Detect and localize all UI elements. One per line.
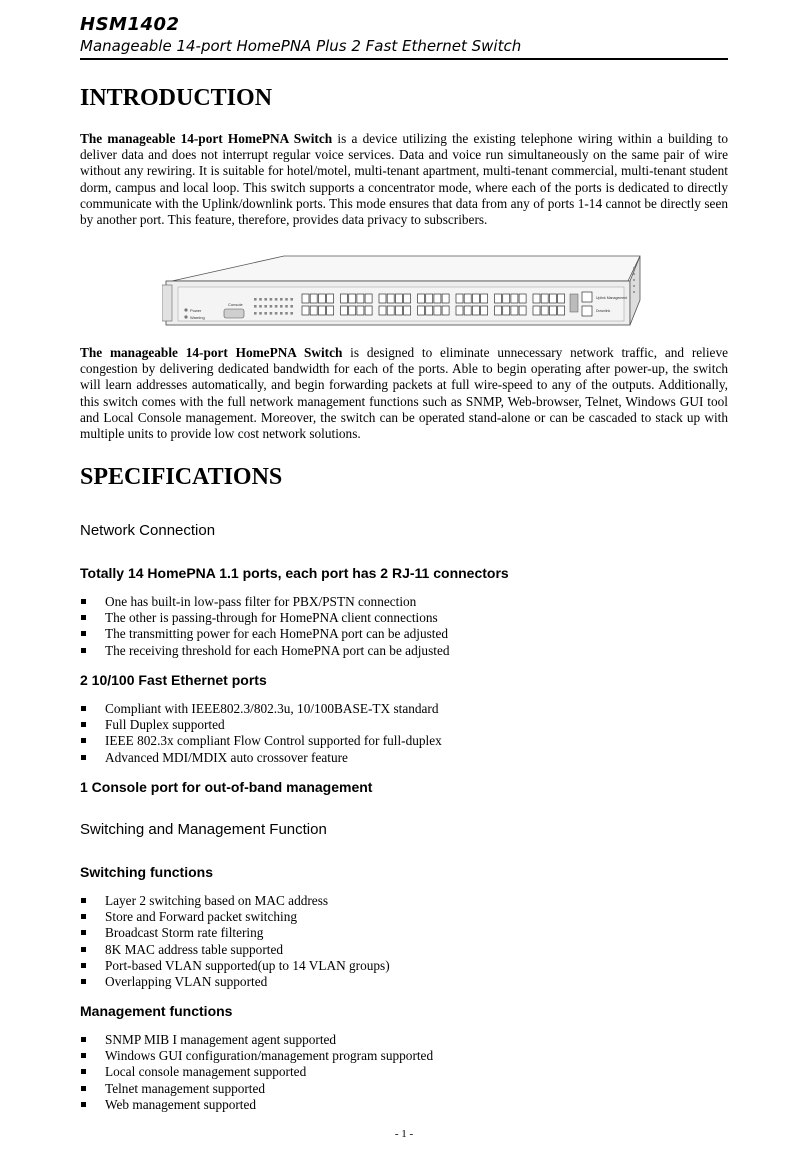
rj11-port — [558, 294, 565, 303]
list-item-text: One has built-in low-pass filter for PBX/PSTN connection — [105, 594, 417, 609]
list-item — [80, 1081, 728, 1097]
rack-ear-left — [162, 285, 172, 321]
bullet-icon — [81, 1053, 86, 1058]
bullet-icon — [81, 1086, 86, 1091]
rj11-port — [511, 294, 518, 303]
bullet-icon — [81, 930, 86, 935]
homepna-ports-heading: Totally 14 HomePNA 1.1 ports, each port has 2 RJ-11 connectors — [80, 565, 509, 581]
rj11-port — [495, 294, 502, 303]
list-item — [80, 594, 728, 610]
bullet-icon — [81, 722, 86, 727]
rj11-port — [395, 306, 402, 315]
list-item-text: The transmitting power for each HomePNA port can be adjusted — [105, 626, 449, 642]
rj11-port — [327, 306, 334, 315]
rj11-port — [481, 294, 488, 303]
rj11-port — [357, 294, 364, 303]
console-port-heading: 1 Console port for out-of-band management — [80, 779, 373, 795]
console-port — [224, 309, 244, 318]
status-led — [285, 298, 288, 301]
header-rule — [80, 58, 728, 60]
model-name: HSM1402 — [80, 14, 180, 35]
console-label: Console — [228, 302, 243, 307]
rj11-port — [395, 294, 402, 303]
rj11-port — [472, 306, 479, 315]
rj11-port — [404, 294, 411, 303]
list-item-text: Compliant with IEEE802.3/802.3u, 10/100BASE-TX standard — [105, 701, 439, 716]
switch-front-panel-illustration — [162, 254, 646, 330]
rj11-port — [472, 294, 479, 303]
rj11-port — [533, 306, 540, 315]
rj11-port — [495, 306, 502, 315]
rj11-port — [418, 294, 425, 303]
list-item-text: Windows GUI configuration/management program supported — [105, 1048, 434, 1064]
status-led — [259, 298, 262, 301]
rj11-port — [302, 306, 309, 315]
bullet-icon — [81, 648, 86, 653]
bullet-icon — [81, 898, 86, 903]
rj11-port — [365, 306, 372, 315]
status-led — [275, 298, 278, 301]
list-item-text: Broadcast Storm rate filtering — [105, 925, 264, 941]
bullet-icon — [81, 615, 86, 620]
status-led — [270, 298, 273, 301]
management-functions-heading: Management functions — [80, 1003, 233, 1019]
bullet-icon — [81, 599, 86, 604]
list-item-text: Overlapping VLAN supported — [105, 974, 268, 990]
rj11-port — [511, 306, 518, 315]
status-led — [285, 312, 288, 315]
rj11-port — [503, 294, 510, 303]
rj11-port — [302, 294, 309, 303]
intro-paragraph-1-body: is a device utilizing the existing telephone wiring within a building to deliver data and does not interrupt regular voice services. Data and voice run simultaneously on the same pair of wire without any rewiring. It is suitable for hotel/motel, multi-tenant apartment, multi-tenant commercial, multi-tenant student dorm, campus and local loop. This switch supports a concentrator mode, where each of the ports is dedicated to directly communicate with the Uplink/downlink ports. This mode ensures that data from any of ports 1-14 cannot be directly seen by another port. This feature, therefore, provides data privacy to subscribers. — [80, 131, 729, 228]
ethernet-ports-heading: 2 10/100 Fast Ethernet ports — [80, 672, 267, 688]
warning-led — [184, 315, 187, 318]
list-item — [80, 750, 728, 766]
rj11-port — [379, 306, 386, 315]
rj11-port — [481, 306, 488, 315]
list-item-text: Port-based VLAN supported(up to 14 VLAN groups) — [105, 957, 390, 973]
rj11-port — [327, 294, 334, 303]
bullet-icon — [81, 947, 86, 952]
rj11-port — [426, 306, 433, 315]
bullet-icon — [81, 1069, 86, 1074]
status-led — [290, 298, 293, 301]
intro-paragraph-1-lead: The manageable 14-port HomePNA Switch — [80, 131, 333, 146]
uplink-port — [582, 292, 592, 302]
intro-paragraph-2-body: is designed to eliminate unnecessary network traffic, and relieve congestion by delivering dedicated bandwidth for each of the ports. Able to begin operating after power-up, the switch will learn addresses automatically, and begin forwarding packets at full wire-speed to any of the outputs. Additionally, this switch comes with the full network management functions such as SNMP, Web-browser, Telnet, Windows GUI tool and Local Console management. Moreover, the switch can be operated stand-alone or can be cascaded to stack up with multiple units to provide low cost network solutions. — [80, 345, 728, 442]
rj11-port — [310, 294, 317, 303]
list-item — [80, 643, 728, 659]
status-led — [275, 312, 278, 315]
status-led — [275, 305, 278, 308]
list-item — [80, 701, 728, 717]
status-led — [285, 305, 288, 308]
rj11-port — [379, 294, 386, 303]
rj11-port — [349, 306, 356, 315]
status-led — [259, 305, 262, 308]
status-led — [290, 305, 293, 308]
rj11-port — [549, 306, 556, 315]
rj11-port — [442, 294, 449, 303]
rj11-port — [357, 306, 364, 315]
power-led-label: Power — [190, 308, 202, 313]
status-led — [264, 305, 267, 308]
list-item — [80, 925, 728, 941]
rj11-port — [442, 306, 449, 315]
rj11-port — [456, 306, 463, 315]
rj11-port — [341, 306, 348, 315]
rj11-port — [503, 306, 510, 315]
rj11-port — [349, 294, 356, 303]
network-connection-heading: Network Connection — [80, 522, 216, 539]
list-item — [80, 733, 728, 749]
switching-functions-heading: Switching functions — [80, 864, 213, 880]
rj11-port — [519, 294, 526, 303]
rj11-port — [434, 294, 441, 303]
page-header — [80, 14, 728, 56]
bullet-icon — [81, 963, 86, 968]
status-led — [254, 305, 257, 308]
bullet-icon — [81, 755, 86, 760]
downlink-label: Downlink — [596, 309, 611, 313]
status-led — [280, 312, 283, 315]
front-panel — [178, 287, 624, 321]
list-item-text: Telnet management supported — [105, 1080, 266, 1096]
rj11-port — [387, 306, 394, 315]
list-item — [80, 974, 728, 990]
rj11-port — [426, 294, 433, 303]
rj11-port — [549, 294, 556, 303]
ethernet-feature-list — [80, 701, 728, 766]
status-led — [254, 298, 257, 301]
rj11-port — [318, 306, 325, 315]
rj11-port — [318, 294, 325, 303]
status-led — [259, 312, 262, 315]
uplink-led-block — [570, 294, 578, 312]
status-led — [290, 312, 293, 315]
rj11-port — [434, 306, 441, 315]
list-item-text: Store and Forward packet switching — [105, 909, 298, 925]
list-item — [80, 1048, 728, 1064]
rj11-port — [456, 294, 463, 303]
rj11-port — [464, 306, 471, 315]
bullet-icon — [81, 1037, 86, 1042]
homepna-feature-list — [80, 594, 728, 659]
intro-paragraph-2-lead: The manageable 14-port HomePNA Switch — [80, 345, 343, 360]
status-led — [280, 298, 283, 301]
list-item — [80, 893, 728, 909]
intro-paragraph-2 — [80, 345, 728, 442]
rj11-port — [464, 294, 471, 303]
power-led — [184, 308, 187, 311]
status-led — [254, 312, 257, 315]
list-item — [80, 1064, 728, 1080]
list-item-text: Full Duplex supported — [105, 717, 225, 733]
page-number: - 1 - — [394, 1128, 414, 1140]
specifications-heading: SPECIFICATIONS — [80, 464, 283, 490]
rj11-port — [310, 306, 317, 315]
rj11-port — [519, 306, 526, 315]
introduction-heading: INTRODUCTION — [80, 85, 273, 111]
rj11-port — [558, 306, 565, 315]
list-item-text: Advanced MDI/MDIX auto crossover feature — [105, 749, 348, 765]
rj11-port — [404, 306, 411, 315]
list-item-text: Web management supported — [105, 1096, 257, 1112]
list-item-text: The other is passing-through for HomePNA client connections — [105, 610, 438, 626]
list-item — [80, 610, 728, 626]
list-item-text: IEEE 802.3x compliant Flow Control supported for full-duplex — [105, 733, 442, 749]
rj11-port — [387, 294, 394, 303]
bullet-icon — [81, 738, 86, 743]
rj11-port — [341, 294, 348, 303]
rj11-port — [541, 294, 548, 303]
status-led — [270, 305, 273, 308]
list-item-text: SNMP MIB I management agent supported — [105, 1032, 337, 1047]
list-item-text: The receiving threshold for each HomePNA port can be adjusted — [105, 642, 450, 658]
list-item — [80, 942, 728, 958]
uplink-label: Uplink Management — [596, 296, 628, 300]
rj11-port — [541, 306, 548, 315]
switching-management-heading: Switching and Management Function — [80, 821, 327, 838]
list-item — [80, 909, 728, 925]
warning-led-label: Warning — [190, 315, 205, 320]
list-item — [80, 1097, 728, 1113]
bullet-icon — [81, 914, 86, 919]
list-item-text: Layer 2 switching based on MAC address — [105, 893, 329, 908]
bullet-icon — [81, 631, 86, 636]
rj11-port — [533, 294, 540, 303]
list-item — [80, 717, 728, 733]
list-item-text: Local console management supported — [105, 1064, 307, 1080]
switching-functions-list — [80, 893, 728, 990]
rj11-port — [418, 306, 425, 315]
status-led — [270, 312, 273, 315]
downlink-port — [582, 306, 592, 316]
intro-paragraph-1 — [80, 131, 728, 228]
chassis-top — [172, 256, 640, 281]
status-led — [280, 305, 283, 308]
bullet-icon — [81, 979, 86, 984]
list-item — [80, 626, 728, 642]
bullet-icon — [81, 706, 86, 711]
status-led — [264, 312, 267, 315]
bullet-icon — [81, 1102, 86, 1107]
status-led — [264, 298, 267, 301]
list-item — [80, 1032, 728, 1048]
management-functions-list — [80, 1032, 728, 1113]
document-subtitle: Manageable 14-port HomePNA Plus 2 Fast Ethernet Switch — [80, 37, 522, 55]
rj11-port — [365, 294, 372, 303]
list-item — [80, 958, 728, 974]
list-item-text: 8K MAC address table supported — [105, 941, 284, 957]
